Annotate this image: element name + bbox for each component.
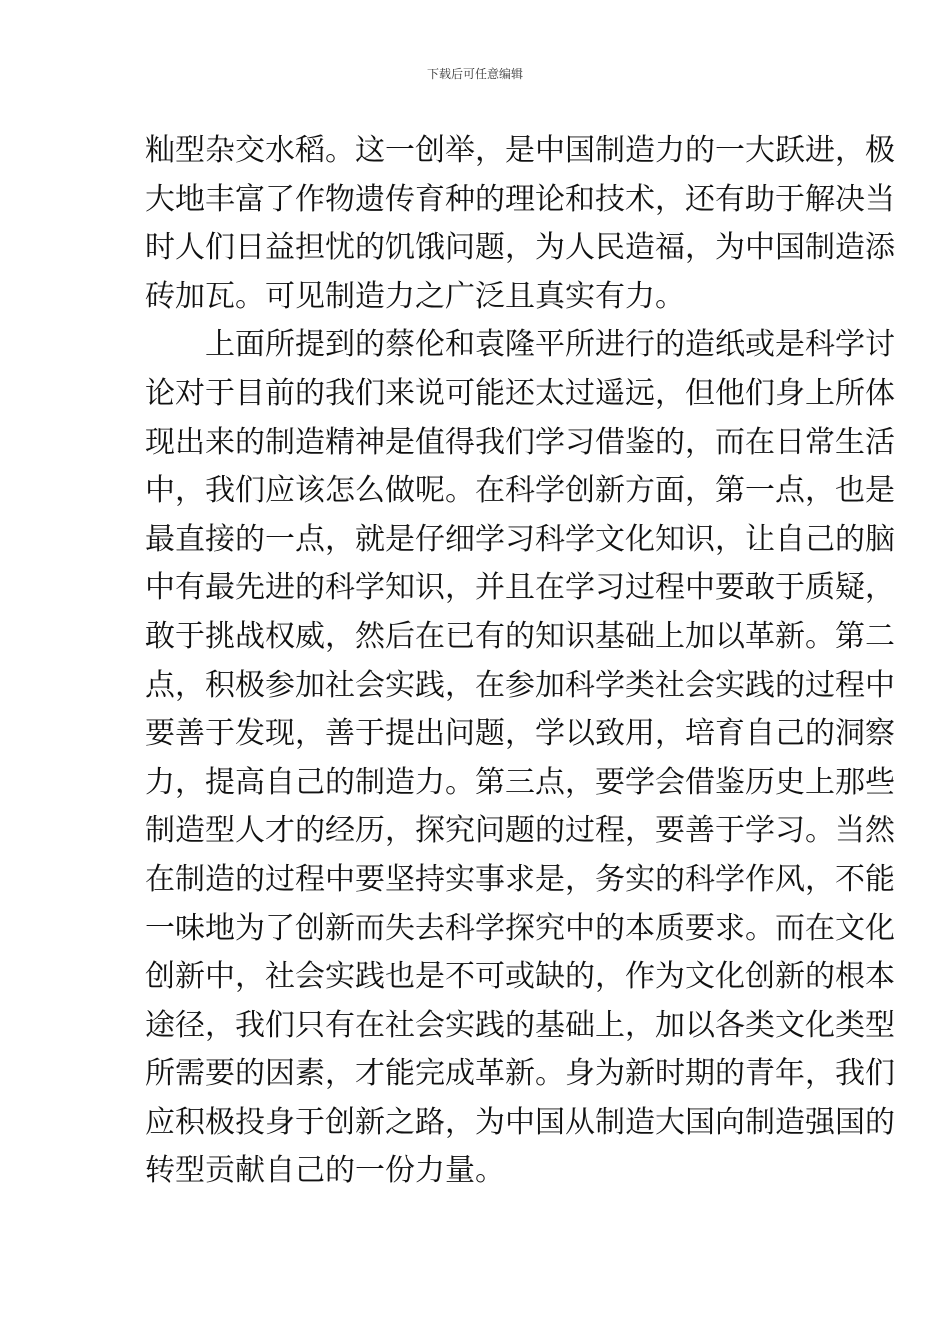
text-line: 籼型杂交水稻。这一创举，是中国制造力的一大跃进，极 [145, 133, 895, 168]
text-line: 应积极投身于创新之路，为中国从制造大国向制造强国的 [145, 1104, 895, 1140]
text-line: 论对于目前的我们来说可能还太过遥远，但他们身上所体 [145, 375, 895, 411]
text-line: 上面所提到的蔡伦和袁隆平所进行的造纸或是科学讨 [145, 327, 895, 363]
text-line: 中，我们应该怎么做呢。在科学创新方面，第一点，也是 [145, 473, 895, 509]
text-line: 要善于发现，善于提出问题，学以致用，培育自己的洞察 [145, 716, 895, 752]
paragraph-2 [145, 325, 895, 1200]
text-line: 现出来的制造精神是值得我们学习借鉴的，而在日常生活 [145, 424, 895, 460]
page-header: 下载后可任意编辑 [426, 67, 523, 81]
text-line: 大地丰富了作物遗传育种的理论和技术，还有助于解决当 [145, 181, 895, 217]
text-line: 砖加瓦。可见制造力之广泛且真实有力。 [145, 278, 685, 314]
document-body [145, 131, 895, 1200]
paragraph-1 [145, 131, 895, 325]
text-line: 途径，我们只有在社会实践的基础上，加以各类文化类型 [145, 1007, 895, 1043]
text-line: 转型贡献自己的一份力量。 [145, 1153, 505, 1189]
text-line: 一味地为了创新而失去科学探究中的本质要求。而在文化 [145, 910, 895, 946]
text-line: 时人们日益担忧的饥饿问题，为人民造福，为中国制造添 [145, 230, 895, 266]
text-line: 制造型人才的经历，探究问题的过程，要善于学习。当然 [145, 813, 895, 849]
text-line: 所需要的因素，才能完成革新。身为新时期的青年，我们 [145, 1056, 895, 1092]
text-line: 中有最先进的科学知识，并且在学习过程中要敢于质疑， [145, 570, 895, 606]
text-line: 敢于挑战权威，然后在已有的知识基础上加以革新。第二 [145, 618, 895, 654]
text-line: 创新中，社会实践也是不可或缺的，作为文化创新的根本 [145, 959, 895, 995]
text-line: 点，积极参加社会实践，在参加科学类社会实践的过程中 [145, 667, 895, 703]
text-line: 在制造的过程中要坚持实事求是，务实的科学作风，不能 [145, 861, 895, 897]
text-line: 力，提高自己的制造力。第三点，要学会借鉴历史上那些 [145, 764, 895, 800]
text-line: 最直接的一点，就是仔细学习科学文化知识，让自己的脑 [145, 521, 895, 557]
